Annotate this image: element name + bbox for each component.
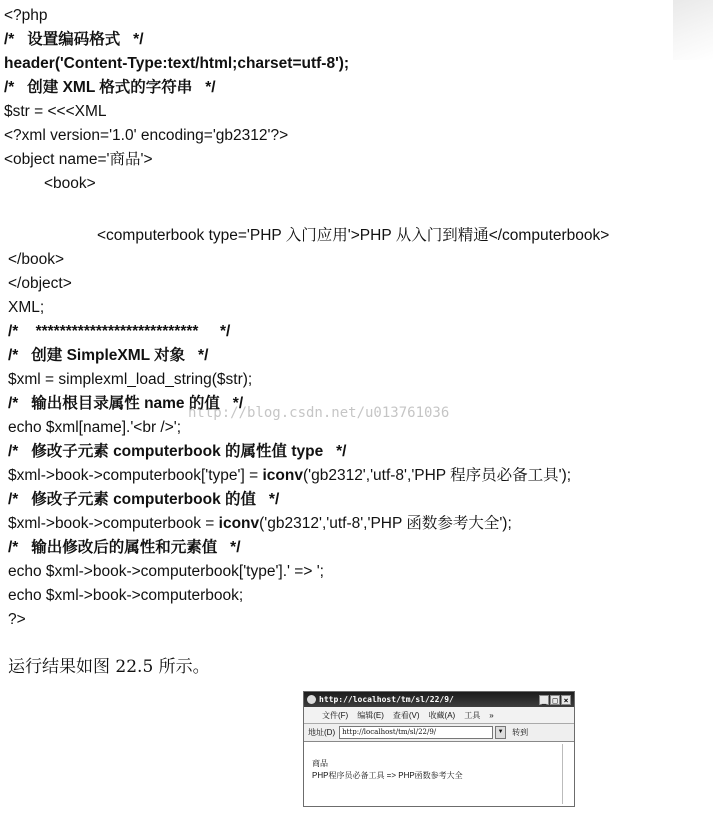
- code-line: echo $xml[name].'<br />';: [8, 419, 182, 436]
- menu-view[interactable]: 查看(V): [392, 710, 420, 720]
- code-keyword: iconv: [262, 467, 303, 484]
- scrollbar[interactable]: [562, 744, 572, 804]
- code-comment: /* 创建 XML 格式的字符串 */: [4, 79, 216, 96]
- code-line: [4, 464, 707, 488]
- browser-menubar: [304, 707, 574, 724]
- code-comment: /* 输出根目录属性 name 的值 */: [8, 395, 244, 412]
- minimize-button[interactable]: _: [539, 695, 549, 705]
- maximize-button[interactable]: □: [550, 695, 560, 705]
- menu-edit[interactable]: 编辑(E): [357, 710, 384, 720]
- code-line: $xml = simplexml_load_string($str);: [8, 371, 253, 388]
- code-comment: /* *************************** */: [8, 323, 231, 340]
- chevron-down-icon[interactable]: ▼: [495, 726, 506, 739]
- output-line: PHP程序员必备工具 => PHP函数参考大全: [312, 771, 463, 780]
- code-line: <?xml version='1.0' encoding='gb2312'?>: [4, 127, 289, 144]
- code-comment: /* 设置编码格式 */: [4, 31, 144, 48]
- address-input[interactable]: http://localhost/tm/sl/22/9/: [339, 726, 493, 739]
- code-line: <object name='商品'>: [4, 151, 153, 168]
- browser-address-bar: [304, 724, 574, 742]
- code-line: <?php: [4, 7, 48, 24]
- code-text: $xml->book->computerbook['type'] =: [8, 467, 263, 484]
- code-line: XML;: [8, 299, 45, 316]
- browser-titlebar: [304, 692, 574, 707]
- code-line: $str = <<<XML: [4, 103, 107, 120]
- code-line: [4, 512, 707, 536]
- code-line: </book>: [8, 251, 65, 268]
- code-keyword: iconv: [218, 515, 260, 532]
- go-button[interactable]: 转到: [512, 728, 529, 737]
- browser-title: http://localhost/tm/sl/22/9/: [319, 695, 454, 704]
- code-text: ('gb2312','utf-8','PHP 程序员必备工具');: [302, 467, 572, 484]
- code-comment: /* 输出修改后的属性和元素值 */: [8, 539, 241, 556]
- menu-tools[interactable]: 工具: [464, 710, 481, 720]
- code-line: header('Content-Type:text/html;charset=utf-8');: [4, 55, 350, 72]
- code-comment: /* 创建 SimpleXML 对象 */: [8, 347, 209, 364]
- browser-screenshot: [303, 691, 575, 807]
- menu-favorites[interactable]: 收藏(A): [428, 710, 456, 720]
- address-label: 地址(D): [308, 728, 336, 737]
- code-comment: /* 修改子元素 computerbook 的值 */: [8, 491, 280, 508]
- code-line: <computerbook type='PHP 入门应用'>PHP 从入门到精通</computerbook>: [97, 227, 610, 244]
- code-listing: [4, 4, 707, 632]
- ie-logo-icon: [307, 695, 316, 704]
- code-line: ?>: [8, 611, 26, 628]
- figure-caption: 运行结果如图 22.5 所示。: [8, 657, 210, 677]
- close-button[interactable]: ×: [561, 695, 571, 705]
- output-line: 商品: [312, 759, 328, 768]
- code-line: <book>: [44, 175, 96, 192]
- code-text: $xml->book->computerbook =: [8, 515, 219, 532]
- menu-more[interactable]: »: [489, 710, 494, 720]
- code-text: ('gb2312','utf-8','PHP 函数参考大全');: [259, 515, 512, 532]
- code-line: echo $xml->book->computerbook;: [8, 587, 244, 604]
- browser-content: [312, 758, 463, 782]
- code-line: </object>: [8, 275, 72, 292]
- code-line: echo $xml->book->computerbook['type'].' => ';: [8, 563, 324, 580]
- watermark-url: http://blog.csdn.net/u013761036: [188, 405, 450, 421]
- menu-file[interactable]: 文件(F): [322, 710, 349, 720]
- code-comment: /* 修改子元素 computerbook 的属性值 type */: [8, 443, 347, 460]
